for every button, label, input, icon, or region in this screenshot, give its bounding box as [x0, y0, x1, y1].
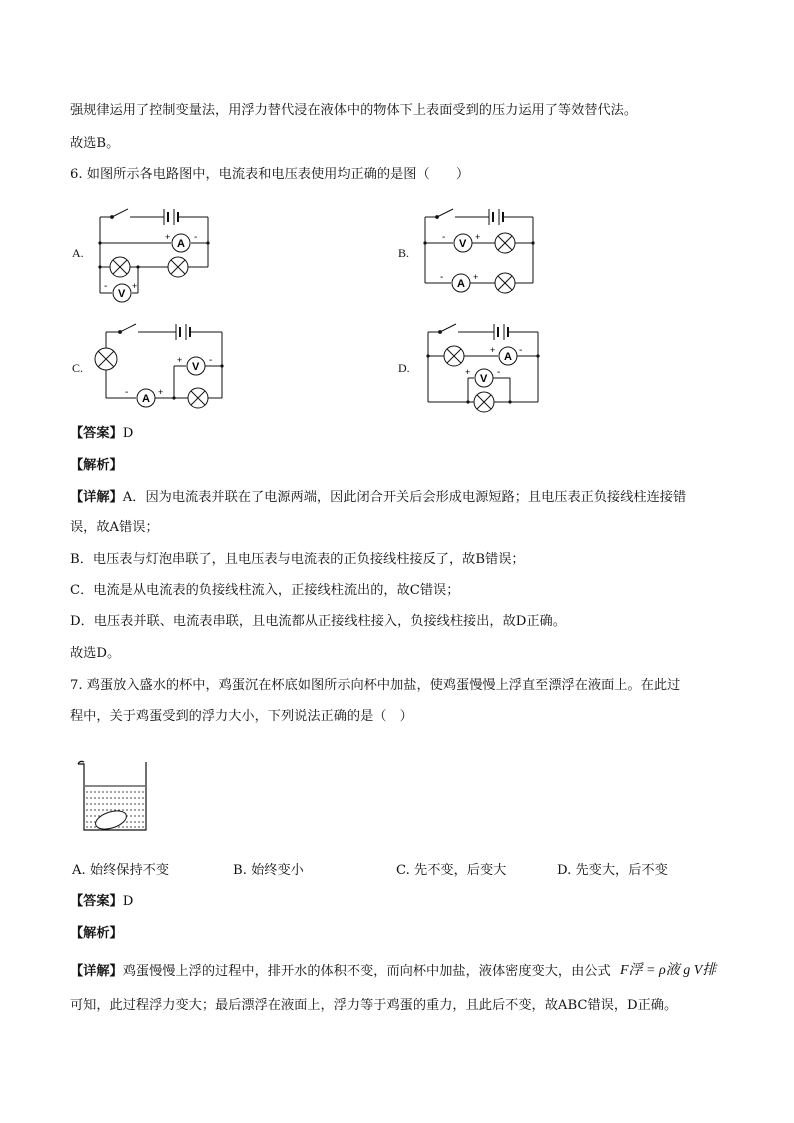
svg-text:+: +: [473, 272, 479, 282]
q7-choice-c: C. 先不变，后变大: [396, 863, 507, 878]
svg-text:+: +: [490, 345, 496, 355]
svg-text:A: A: [177, 238, 185, 250]
svg-text:V: V: [118, 288, 126, 300]
q6-label-a: A.: [72, 246, 84, 260]
q6-detail-4: D．电压表并联、电流表串联，且电流都从正接线柱接入，负接线柱接出，故D正确。: [70, 614, 566, 629]
svg-text:A: A: [457, 278, 465, 290]
svg-text:+: +: [465, 367, 471, 377]
svg-text:A: A: [142, 393, 150, 405]
beaker-egg-diagram: [76, 758, 156, 836]
q7-stem-line-1: 7. 鸡蛋放入盛水的杯中，鸡蛋沉在杯底如图所示向杯中加盐，使鸡蛋慢慢上浮直至漂浮在液面上。在此过: [70, 678, 681, 693]
svg-text:+: +: [165, 232, 171, 242]
svg-text:-: -: [104, 281, 108, 292]
q7-answer: 【答案】D: [70, 894, 134, 909]
circuit-diagram-c: [92, 312, 232, 412]
svg-text:V: V: [459, 238, 467, 250]
q6-conclusion: 故选D。: [70, 646, 121, 661]
q7-choice-d: D. 先变大，后不变: [557, 863, 668, 878]
q6-label-c: C.: [72, 361, 84, 375]
q6-label-b: B.: [398, 246, 410, 260]
q7-detail-2: 可知，此过程浮力变大；最后漂浮在液面上，浮力等于鸡蛋的重力，且此后不变，故ABC错误，D正确。: [70, 998, 678, 1013]
svg-text:V: V: [480, 373, 488, 385]
q6-detail-2: B．电压表与灯泡串联了，且电压表与电流表的正负接线柱接反了，故B错误；: [70, 552, 525, 567]
prev-explanation-end: 强规律运用了控制变量法，用浮力替代浸在液体中的物体下上表面受到的压力运用了等效替代法。: [70, 103, 638, 118]
svg-text:-: -: [497, 367, 501, 378]
q7-stem-line-2: 程中，关于鸡蛋受到的浮力大小，下列说法正确的是（ ）: [70, 709, 413, 724]
svg-text:+: +: [158, 387, 164, 397]
egg-shape: [93, 807, 128, 832]
prev-conclusion: 故选B。: [70, 136, 120, 151]
svg-text:-: -: [519, 345, 523, 356]
svg-text:-: -: [194, 232, 198, 243]
q6-analysis-tag: 【解析】: [70, 458, 123, 473]
q6-detail-3: C．电流是从电流表的负接线柱流入，正接线柱流出的，故C错误；: [70, 583, 460, 598]
svg-text:-: -: [125, 387, 129, 398]
svg-text:+: +: [475, 232, 481, 242]
svg-text:-: -: [440, 272, 444, 283]
svg-text:-: -: [442, 232, 446, 243]
q7-choice-b: B. 始终变小: [233, 863, 304, 878]
q7-analysis-tag: 【解析】: [70, 926, 123, 941]
svg-text:A: A: [504, 351, 512, 363]
circuit-diagram-a: [92, 195, 217, 305]
svg-text:-: -: [209, 355, 213, 366]
buoyancy-formula: F浮 = ρ液 g V排: [620, 963, 717, 978]
q6-label-d: D.: [398, 361, 410, 375]
q6-detail-1: 【详解】A．因为电流表并联在了电源两端，因此闭合开关后会形成电源短路；且电压表正负接线柱连接错: [70, 490, 687, 505]
circuit-diagram-d: [420, 312, 550, 417]
q6-stem: 6. 如图所示各电路图中，电流表和电压表使用均正确的是图（ ）: [70, 167, 470, 182]
q6-detail-1b: 误，故A错误；: [70, 520, 159, 535]
q7-detail-1: 【详解】鸡蛋慢慢上浮的过程中，排开水的体积不变，而向杯中加盐，液体密度变大，由公式: [70, 964, 611, 979]
svg-text:V: V: [192, 361, 200, 373]
circuit-diagram-b: [417, 195, 542, 295]
svg-text:+: +: [177, 355, 183, 365]
q7-choice-a: A. 始终保持不变: [72, 863, 170, 878]
q6-answer: 【答案】D: [70, 426, 134, 441]
svg-text:+: +: [132, 281, 138, 291]
